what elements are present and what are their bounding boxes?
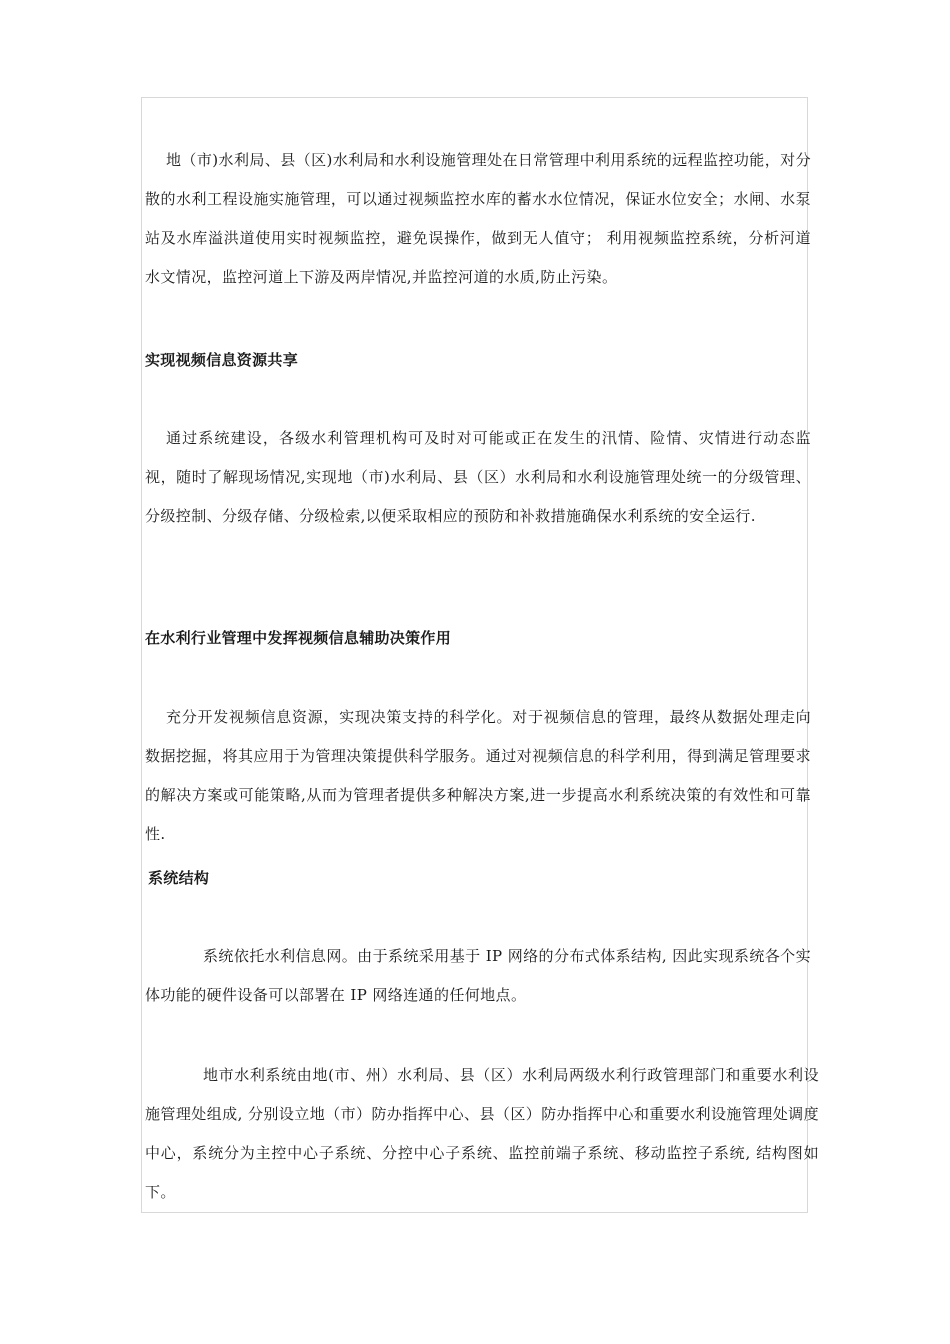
paragraph-ip-network: 系统依托水利信息网。由于系统采用基于 IP 网络的分布式体系结构, 因此实现系统各个实体功能的硬件设备可以部署在 IP 网络连通的任何地点。 bbox=[145, 947, 811, 1004]
paragraph-system-construction: 通过系统建设，各级水利管理机构可及时对可能或正在发生的汛情、险情、灾情进行动态监视，随时了解现场情况,实现地（市)水利局、县（区）水利局和水利设施管理处统一的分级管理、分级控制、分级存储、分级检索,以便采取相应的预防和补救措施确保水利系统的安全运行. bbox=[145, 429, 811, 525]
paragraph-remote-monitoring: 地（市)水利局、县（区)水利局和水利设施管理处在日常管理中利用系统的远程监控功能，对分散的水利工程设施实施管理，可以通过视频监控水库的蓄水水位情况，保证水位安全；水闸、水泵站及水库溢洪道使用实时视频监控，避免误操作，做到无人值守； 利用视频监控系统，分析河道水文情况，监控河道上下游及两岸情况,并监控河道的水质,防止污染。 bbox=[145, 151, 811, 286]
paragraph-video-info-development: 充分开发视频信息资源，实现决策支持的科学化。对于视频信息的管理，最终从数据处理走向数据挖掘，将其应用于为管理决策提供科学服务。通过对视频信息的科学利用，得到满足管理要求的解决方案或可能策略,从而为管理者提供多种解决方案,进一步提高水利系统决策的有效性和可靠性. bbox=[145, 708, 811, 843]
heading-decision-support: 在水利行业管理中发挥视频信息辅助决策作用 bbox=[145, 629, 452, 647]
paragraph-system-composition: 地市水利系统由地(市、州）水利局、县（区）水利局两级水利行政管理部门和重要水利设施管理处组成, 分别设立地（市）防办指挥中心、县（区）防办指挥中心和重要水利设施管理处调度中心，系统分为主控中心子系统、分控中心子系统、监控前端子系统、移动监控子系统, 结构图如下。 bbox=[145, 1066, 819, 1201]
heading-video-resource-sharing: 实现视频信息资源共享 bbox=[145, 351, 299, 369]
heading-system-structure: 系统结构 bbox=[148, 869, 210, 887]
